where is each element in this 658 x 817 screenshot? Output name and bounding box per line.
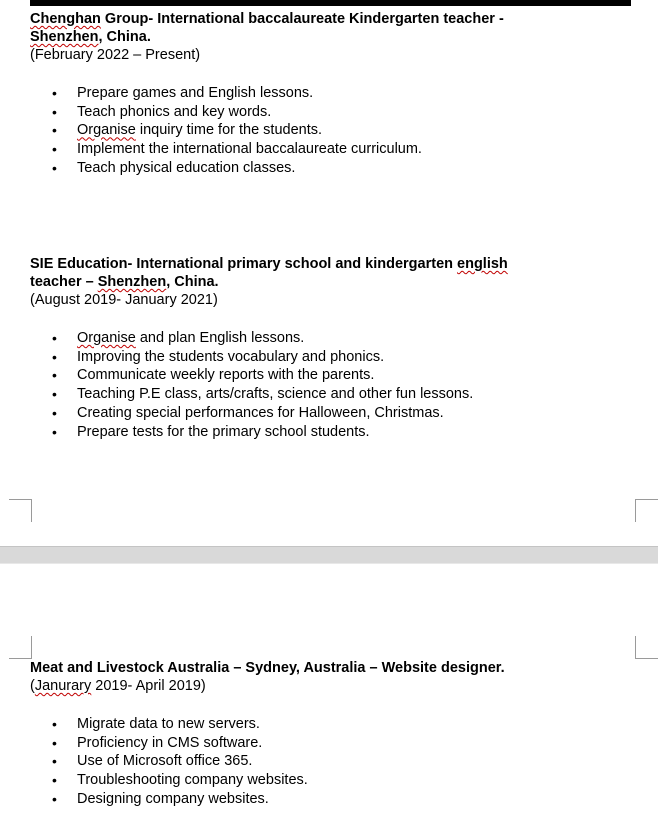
list-item: • Organise and plan English lessons. <box>52 330 305 346</box>
bullet-icon: • <box>52 404 57 421</box>
job-heading: Meat and Livestock Australia – Sydney, Australia – Website designer. <box>30 660 505 676</box>
bullet-icon: • <box>52 122 57 139</box>
bullet-icon: • <box>52 367 57 384</box>
job-dates: (Janurary 2019- April 2019) <box>30 678 206 694</box>
spell-flag[interactable]: Organise <box>77 330 136 346</box>
duty-list <box>30 715 590 809</box>
spell-flag[interactable]: english <box>457 256 508 272</box>
margin-corner-mark <box>635 499 658 522</box>
list-item: • Designing company websites. <box>52 790 269 807</box>
job-mla <box>30 659 590 809</box>
bullet-icon: • <box>52 141 57 158</box>
bullet-icon: • <box>52 103 57 120</box>
list-item: • Troubleshooting company websites. <box>52 772 308 789</box>
bullet-icon: • <box>52 330 57 346</box>
list-item: • Creating special performances for Halloween, Christmas. <box>52 404 444 421</box>
bullet-icon: • <box>52 790 57 807</box>
job-dates: (August 2019- January 2021) <box>30 292 218 308</box>
page-top-rule <box>30 0 631 6</box>
list-item: • Communicate weekly reports with the parents. <box>52 367 375 384</box>
job-dates: (February 2022 – Present) <box>30 47 201 63</box>
margin-corner-mark <box>9 636 32 659</box>
spell-flag[interactable]: Organise <box>77 122 136 139</box>
list-item: • Migrate data to new servers. <box>52 716 260 732</box>
bullet-icon: • <box>52 753 57 770</box>
list-item: • Teaching P.E class, arts/crafts, science and other fun lessons. <box>52 386 474 403</box>
list-item: • Organise inquiry time for the students. <box>52 122 323 139</box>
list-item: • Teach phonics and key words. <box>52 103 272 120</box>
bullet-icon: • <box>52 386 57 403</box>
bullet-icon: • <box>52 159 57 176</box>
list-item: • Implement the international baccalaureate curriculum. <box>52 141 422 158</box>
duty-list <box>30 329 530 441</box>
bullet-icon: • <box>52 734 57 751</box>
bullet-icon: • <box>52 772 57 789</box>
list-item: • Prepare tests for the primary school students. <box>52 423 370 440</box>
job-chenghan <box>30 10 530 178</box>
bullet-icon: • <box>52 348 57 365</box>
spell-flag[interactable]: Shenzhen <box>30 29 99 45</box>
list-item: • Improving the students vocabulary and phonics. <box>52 348 385 365</box>
list-item: • Use of Microsoft office 365. <box>52 753 253 770</box>
duty-list <box>30 84 530 178</box>
bullet-icon: • <box>52 85 57 101</box>
spell-flag[interactable]: Janurary <box>34 678 92 694</box>
page-break-gap <box>0 546 658 564</box>
list-item: • Proficiency in CMS software. <box>52 734 263 751</box>
margin-corner-mark <box>9 499 32 522</box>
job-heading: SIE Education- International primary school and kindergarten english teacher – Shenzhen, China. <box>30 256 508 290</box>
spell-flag[interactable]: Chenghan <box>30 11 101 27</box>
job-sie-education <box>30 255 530 441</box>
margin-corner-mark <box>635 636 658 659</box>
bullet-icon: • <box>52 716 57 732</box>
bullet-icon: • <box>52 423 57 440</box>
job-heading: Chenghan Group- International baccalaureate Kindergarten teacher - Shenzhen, China. <box>30 11 504 45</box>
list-item: • Teach physical education classes. <box>52 159 296 176</box>
spell-flag[interactable]: Shenzhen <box>97 274 167 290</box>
list-item: • Prepare games and English lessons. <box>52 85 314 101</box>
